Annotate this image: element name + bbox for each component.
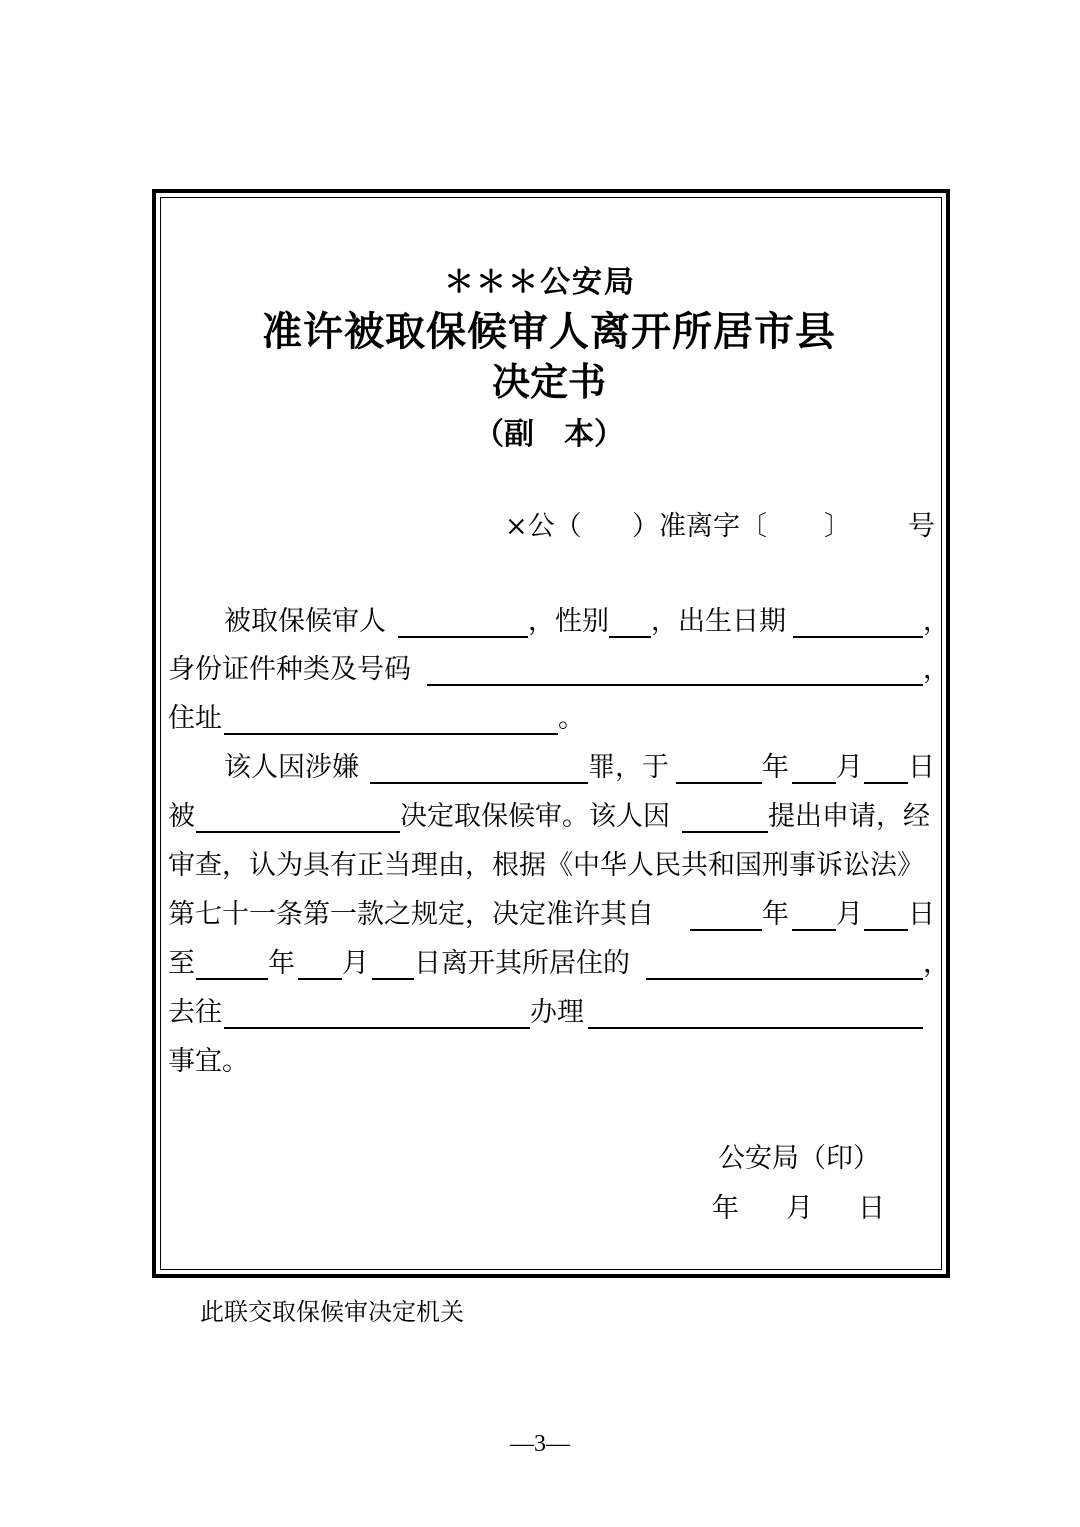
punct: ， <box>923 948 950 979</box>
copy-mark: （副 本） <box>474 417 624 452</box>
end-month-blank <box>298 978 342 980</box>
authority-blank <box>196 831 400 833</box>
punct: 。 <box>558 703 585 734</box>
end-day-blank <box>372 978 414 980</box>
article-text: 第七十一条第一款之规定，决定准许其自 <box>168 899 654 930</box>
doc-number-prefix: ×公（ <box>505 511 582 542</box>
address-label: 住址 <box>168 703 222 734</box>
by-label: 被 <box>168 801 195 832</box>
start-day-blank <box>864 929 908 931</box>
year-label: 年 <box>762 899 789 930</box>
year-label: 年 <box>268 948 295 979</box>
doc-number-mid: ）准离字〔 <box>632 511 767 542</box>
crime-blank <box>370 782 588 784</box>
application-text: 提出申请，经 <box>768 801 930 832</box>
doc-number-close: 〕 <box>824 511 851 542</box>
punct: ， <box>923 606 950 637</box>
id-label: 身份证件种类及号码 <box>168 654 411 685</box>
matter-blank <box>588 1027 923 1029</box>
day-label: 日 <box>908 899 935 930</box>
address-blank <box>224 733 558 735</box>
crime-suffix: 罪，于 <box>588 752 669 783</box>
document-title-line1: 准许被取保候审人离开所居市县 <box>262 308 836 355</box>
sign-month: 月 <box>786 1193 813 1224</box>
day-label: 日 <box>908 752 935 783</box>
decision-text: 决定取保候审。该人因 <box>400 801 670 832</box>
month-blank <box>792 782 836 784</box>
until-label: 至 <box>168 948 195 979</box>
start-year-blank <box>690 929 762 931</box>
seal-line: 公安局（印） <box>718 1143 880 1174</box>
gender-blank <box>609 636 651 638</box>
sign-day: 日 <box>858 1193 885 1224</box>
sign-year: 年 <box>712 1193 739 1224</box>
destination-label: 去往 <box>168 997 222 1028</box>
leave-text: 日离开其所居住的 <box>414 948 630 979</box>
matter-end-text: 事宜。 <box>168 1046 249 1077</box>
end-year-blank <box>196 978 268 980</box>
gender-label: ，性别 <box>528 606 609 637</box>
day-blank <box>864 782 908 784</box>
residence-blank <box>646 978 923 980</box>
year-blank <box>676 782 762 784</box>
document-title-line2: 决定书 <box>491 359 606 404</box>
birthdate-blank <box>793 636 923 638</box>
person-name-blank <box>398 636 528 638</box>
handle-label: 办理 <box>530 997 584 1028</box>
year-label: 年 <box>762 752 789 783</box>
legal-basis-text: 审查，认为具有正当理由，根据《中华人民共和国刑事诉讼法》 <box>168 850 924 881</box>
birthdate-label: ，出生日期 <box>651 606 786 637</box>
punct: ， <box>923 654 950 685</box>
person-label: 被取保候审人 <box>224 606 386 637</box>
reason-blank <box>682 831 768 833</box>
destination-blank <box>224 1027 530 1029</box>
issuing-bureau: ＊＊＊公安局 <box>444 265 636 300</box>
doc-number-suffix: 号 <box>908 511 935 542</box>
month-label: 月 <box>342 948 369 979</box>
month-label: 月 <box>836 752 863 783</box>
page-number: —3— <box>510 1431 570 1457</box>
id-blank <box>427 684 923 686</box>
month-label: 月 <box>836 899 863 930</box>
start-month-blank <box>792 929 836 931</box>
copy-recipient-note: 此联交取保候审决定机关 <box>200 1298 464 1326</box>
suspicion-label: 该人因涉嫌 <box>224 752 359 783</box>
